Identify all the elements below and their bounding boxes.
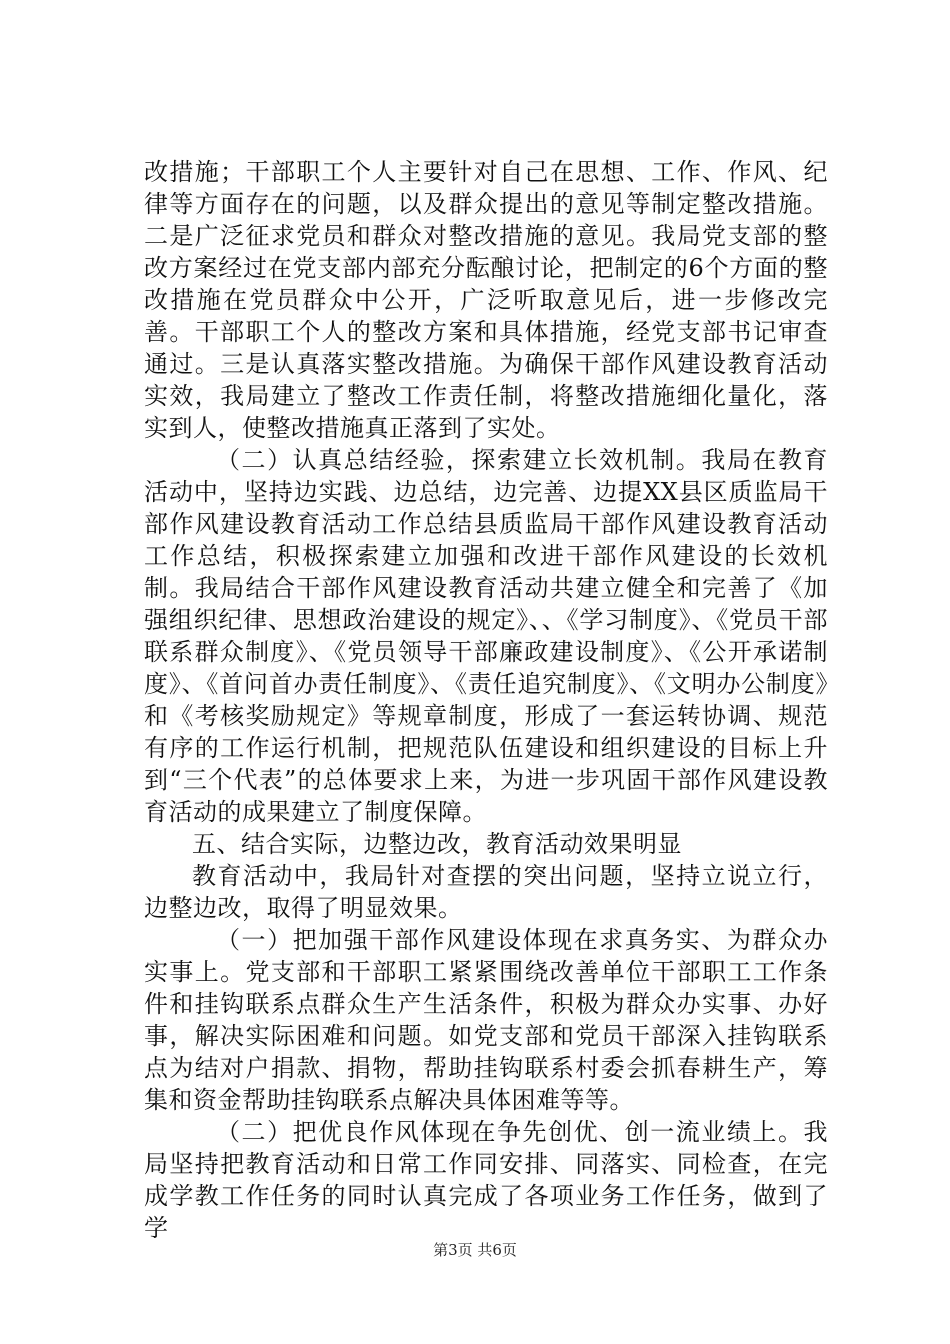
paragraph-education-activity: 教育活动中，我局针对查摆的突出问题，坚持立说立行，边整边改，取得了明显效果。: [144, 862, 828, 922]
section-heading-five: 五、结合实际，边整边改，教育活动效果明显: [192, 830, 682, 858]
document-body: [144, 156, 828, 1244]
page-number-footer: 第3页 共6页: [433, 1241, 517, 1259]
paragraph-long-term-mechanism: （二）认真总结经验，探索建立长效机制。我局在教育活动中，坚持边实践、边总结，边完善、边提XX县区质监局干部作风建设教育活动工作总结县质监局干部作风建设教育活动工作总结，积极探索建立加强和改进干部作风建设的长效机制。我局结合干部作风建设教育活动共建立健全和完善了《加强组织纪律、思想政治建设的规定》、、《学习制度》、《党员干部联系群众制度》、《党员领导干部廉政建设制度》、《公开承诺制度》、《首问首办责任制度》、《责任追究制度》、《文明办公制度》和《考核奖励规定》等规章制度，形成了一套运转协调、规范有序的工作运行机制，把规范队伍建设和组织建设的目标上升到“三个代表”的总体要求上来，为进一步巩固干部作风建设教育活动的成果建立了制度保障。: [144, 446, 828, 826]
paragraph-practical-work: （一）把加强干部作风建设体现在求真务实、为群众办实事上。党支部和干部职工紧紧围绕改善单位干部职工工作条件和挂钩联系点群众生产生活条件，积极为群众办实事、办好事，解决实际困难和问题。如党支部和党员干部深入挂钩联系点为结对户捐款、捐物，帮助挂钩联系村委会抓春耕生产，筹集和资金帮助挂钩联系点解决具体困难等等。: [144, 926, 828, 1114]
paragraph-rectification-measures: 改措施；干部职工个人主要针对自己在思想、工作、作风、纪律等方面存在的问题，以及群众提出的意见等制定整改措施。二是广泛征求党员和群众对整改措施的意见。我局党支部的整改方案经过在党支部内部充分酝酿讨论，把制定的6个方面的整改措施在党员群众中公开，广泛听取意见后，进一步修改完善。干部职工个人的整改方案和具体措施，经党支部书记审查通过。三是认真落实整改措施。为确保干部作风建设教育活动实效，我局建立了整改工作责任制，将整改措施细化量化，落实到人，使整改措施真正落到了实处。: [144, 158, 828, 442]
paragraph-excellent-style: （二）把优良作风体现在争先创优、创一流业绩上。我局坚持把教育活动和日常工作同安排、同落实、同检查，在完成学教工作任务的同时认真完成了各项业务工作任务，做到了学: [144, 1118, 828, 1242]
